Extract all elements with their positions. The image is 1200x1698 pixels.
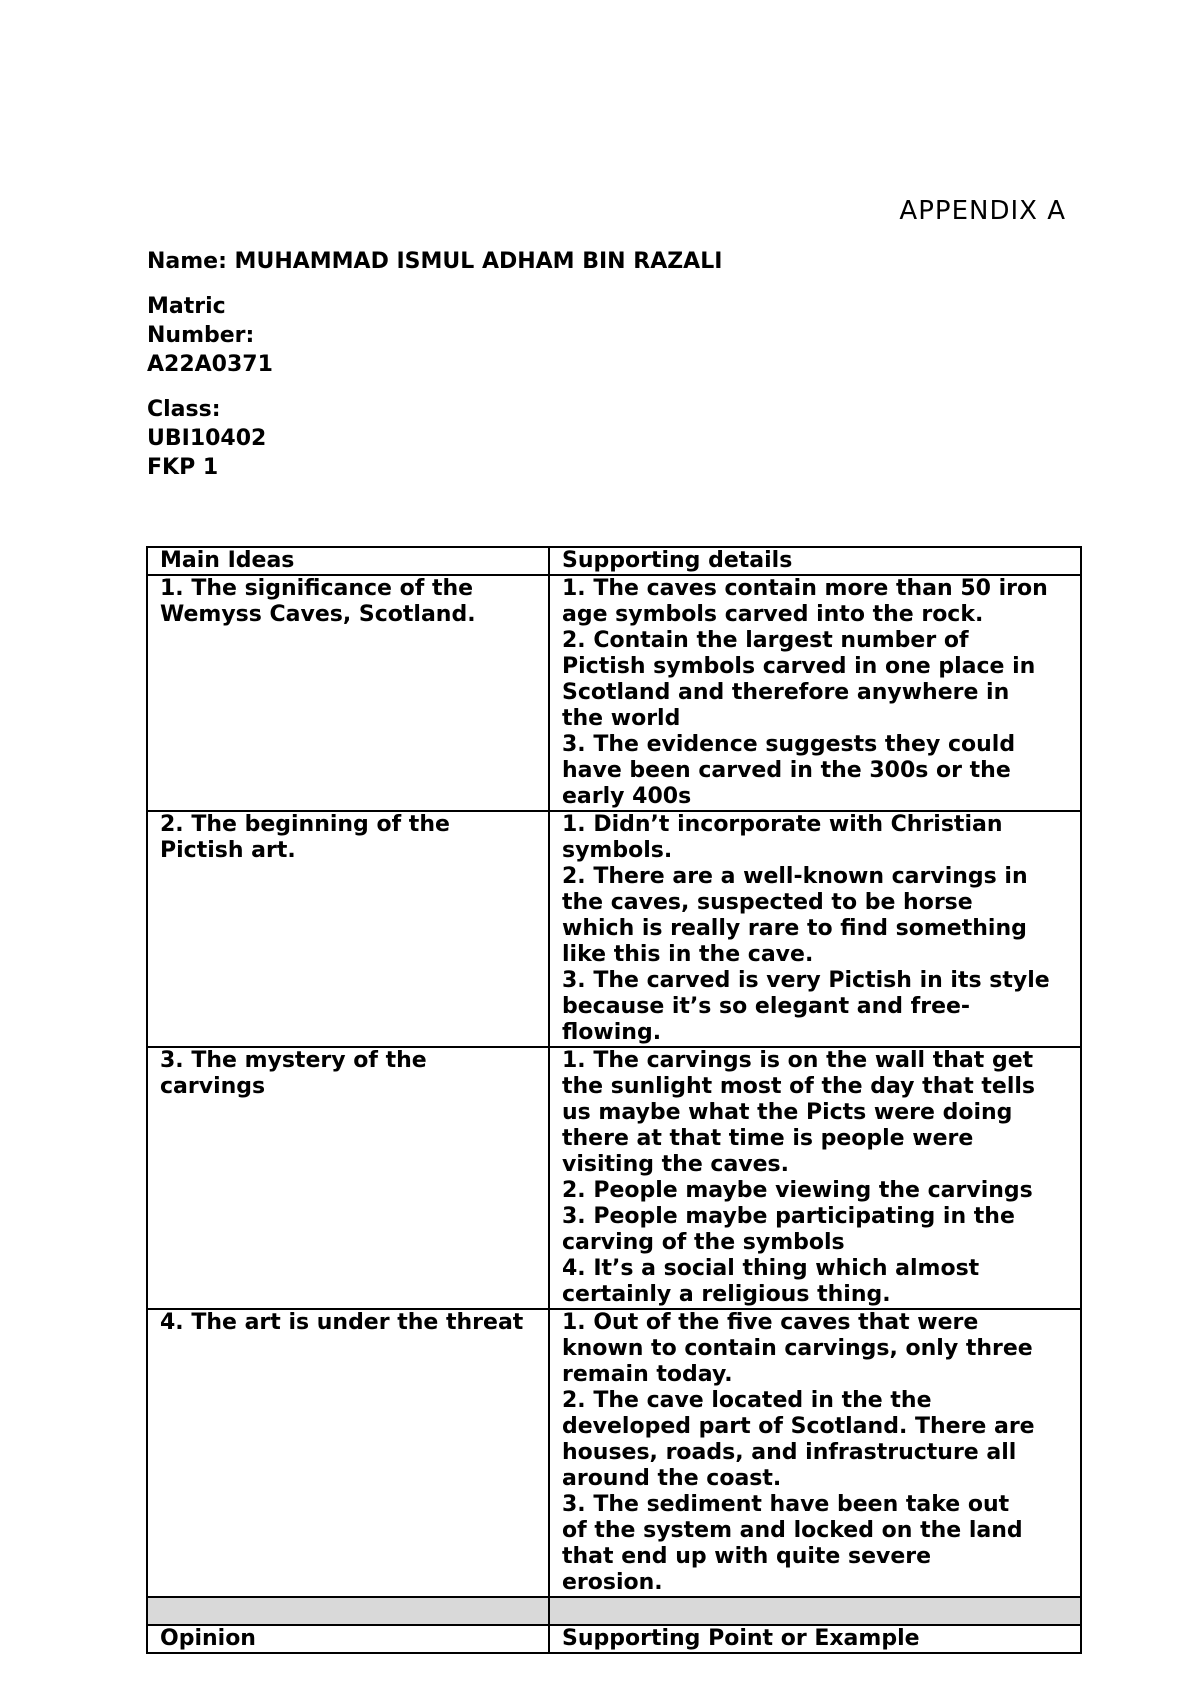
supporting-detail-line: symbols.: [562, 838, 673, 863]
supporting-detail-line: visiting the caves.: [562, 1152, 790, 1177]
main-idea-cell: [147, 811, 549, 1047]
supporting-detail-line: 3. The carved is very Pictish in its style: [562, 968, 1050, 993]
main-idea-cell: [147, 1047, 549, 1309]
main-idea-line: carvings: [160, 1074, 266, 1099]
matric-label-line: Number:: [147, 323, 255, 348]
supporting-detail-line: like this in the cave.: [562, 942, 814, 967]
supporting-details-cell: [549, 575, 1081, 811]
supporting-detail-line: Pictish symbols carved in one place in: [562, 654, 1036, 679]
supporting-detail-line: 1. The carvings is on the wall that get: [562, 1048, 1034, 1073]
table-header-row: [147, 547, 1081, 575]
class-block: [147, 395, 266, 482]
supporting-detail-line: that end up with quite severe: [562, 1544, 932, 1569]
main-idea-line: Wemyss Caves, Scotland.: [160, 602, 476, 627]
supporting-detail-line: erosion.: [562, 1570, 663, 1595]
header-main-ideas: Main Ideas: [147, 547, 549, 575]
main-idea-line: 3. The mystery of the: [160, 1048, 427, 1073]
supporting-details-cell: [549, 811, 1081, 1047]
supporting-detail-line: certainly a religious thing.: [562, 1282, 891, 1307]
supporting-detail-line: 2. People maybe viewing the carvings: [562, 1178, 1033, 1203]
supporting-detail-line: the world: [562, 706, 681, 731]
supporting-detail-line: of the system and locked on the land: [562, 1518, 1023, 1543]
header-opinion: Opinion: [147, 1625, 549, 1653]
appendix-heading: APPENDIX A: [899, 196, 1066, 226]
main-idea-line: 1. The significance of the: [160, 576, 474, 601]
table-row: [147, 575, 1081, 811]
supporting-detail-line: early 400s: [562, 784, 692, 809]
main-idea-line: Pictish art.: [160, 838, 296, 863]
main-idea-line: 4. The art is under the threat: [160, 1310, 524, 1335]
supporting-detail-line: houses, roads, and infrastructure all: [562, 1440, 1017, 1465]
supporting-detail-line: developed part of Scotland. There are: [562, 1414, 1035, 1439]
supporting-detail-line: carving of the symbols: [562, 1230, 845, 1255]
supporting-detail-line: Scotland and therefore anywhere in: [562, 680, 1010, 705]
supporting-detail-line: 3. People maybe participating in the: [562, 1204, 1015, 1229]
student-name: [147, 247, 722, 276]
opinion-header-row: [147, 1625, 1081, 1653]
matric-label-line: Matric: [147, 294, 226, 319]
shaded-spacer-row: [147, 1597, 1081, 1625]
supporting-detail-line: because it’s so elegant and free-: [562, 994, 971, 1019]
supporting-detail-line: 1. Out of the five caves that were: [562, 1310, 979, 1335]
matric-number-block: [147, 292, 273, 379]
shaded-cell: [549, 1597, 1081, 1625]
supporting-detail-line: which is really rare to find something: [562, 916, 1027, 941]
supporting-detail-line: us maybe what the Picts were doing: [562, 1100, 1013, 1125]
supporting-detail-line: 4. It’s a social thing which almost: [562, 1256, 980, 1281]
supporting-detail-line: around the coast.: [562, 1466, 782, 1491]
supporting-detail-line: there at that time is people were: [562, 1126, 974, 1151]
supporting-detail-line: the caves, suspected to be horse: [562, 890, 973, 915]
shaded-cell: [147, 1597, 549, 1625]
notes-table: [146, 546, 1082, 1654]
matric-number-value: A22A0371: [147, 352, 273, 377]
supporting-detail-line: 3. The sediment have been take out: [562, 1492, 1010, 1517]
name-line: Name: MUHAMMAD ISMUL ADHAM BIN RAZALI: [147, 249, 723, 274]
table-row: [147, 811, 1081, 1047]
supporting-detail-line: 2. Contain the largest number of: [562, 628, 969, 653]
table-row: [147, 1047, 1081, 1309]
main-idea-line: 2. The beginning of the: [160, 812, 450, 837]
supporting-detail-line: age symbols carved into the rock.: [562, 602, 984, 627]
supporting-detail-line: flowing.: [562, 1020, 662, 1045]
main-idea-cell: [147, 1309, 549, 1597]
supporting-details-cell: [549, 1047, 1081, 1309]
main-idea-cell: [147, 575, 549, 811]
class-code: UBI10402: [147, 426, 267, 451]
header-supporting-point: Supporting Point or Example: [549, 1625, 1081, 1653]
supporting-detail-line: 1. The caves contain more than 50 iron: [562, 576, 1048, 601]
supporting-detail-line: have been carved in the 300s or the: [562, 758, 1011, 783]
class-group: FKP 1: [147, 455, 219, 480]
class-label: Class:: [147, 397, 221, 422]
supporting-details-cell: [549, 1309, 1081, 1597]
supporting-detail-line: 3. The evidence suggests they could: [562, 732, 1016, 757]
table-row: [147, 1309, 1081, 1597]
header-supporting-details: Supporting details: [549, 547, 1081, 575]
supporting-detail-line: 2. The cave located in the the: [562, 1388, 932, 1413]
supporting-detail-line: the sunlight most of the day that tells: [562, 1074, 1035, 1099]
supporting-detail-line: 2. There are a well-known carvings in: [562, 864, 1028, 889]
supporting-detail-line: 1. Didn’t incorporate with Christian: [562, 812, 1003, 837]
supporting-detail-line: remain today.: [562, 1362, 733, 1387]
supporting-detail-line: known to contain carvings, only three: [562, 1336, 1033, 1361]
